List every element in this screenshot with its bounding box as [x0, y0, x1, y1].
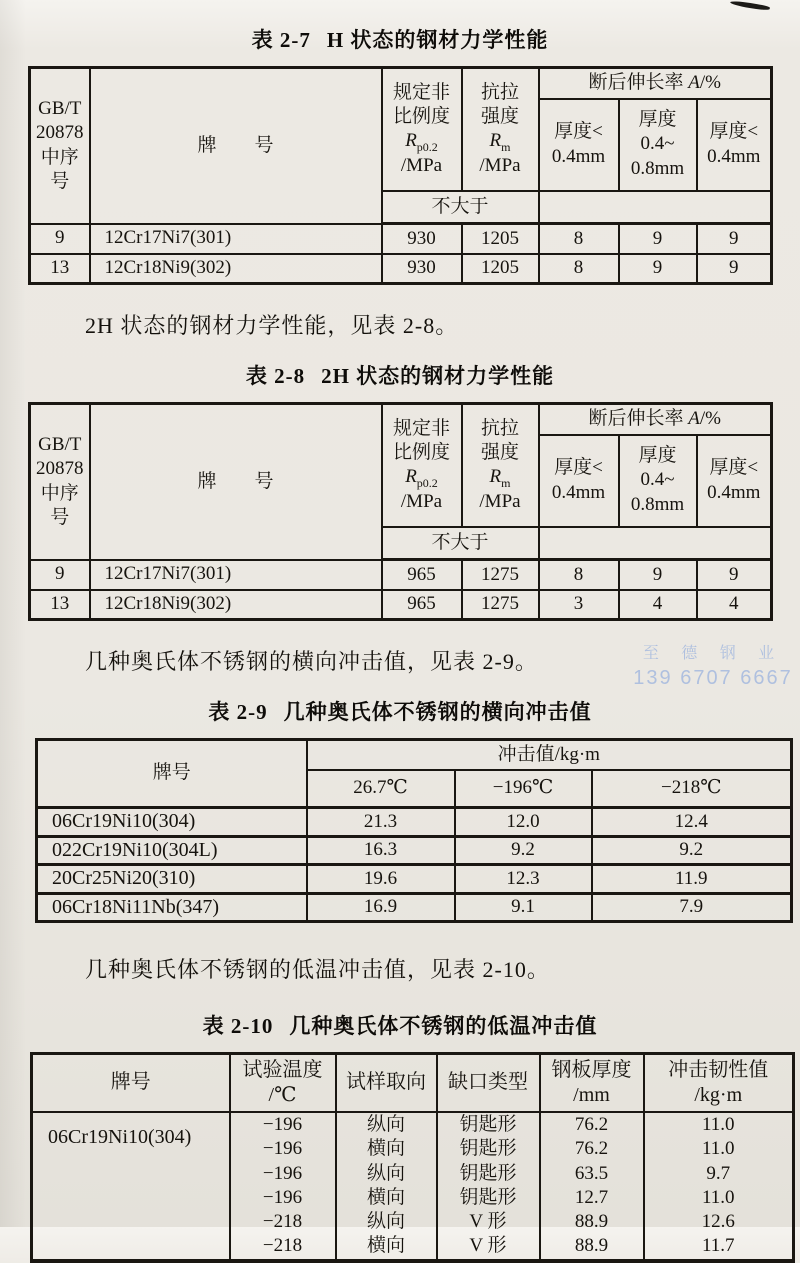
- header-cell-plate-thickness: 钢板厚度 /mm: [540, 1054, 644, 1112]
- table-2-10-caption-text: 几种奥氏体不锈钢的低温冲击值: [289, 1014, 598, 1039]
- header-cell-grade: 牌号: [32, 1054, 230, 1112]
- table-2-9: [35, 738, 793, 923]
- data-cell: V 形: [437, 1234, 540, 1260]
- symbol-rp02: R: [405, 466, 417, 488]
- data-cell: 9: [697, 224, 772, 254]
- header-cell-elongation: 断后伸长率 A/%: [539, 68, 772, 99]
- paragraph-ref-table-2-9: 几种奥氏体不锈钢的横向冲击值，见表 2-9。: [85, 649, 538, 674]
- watermark-company: 至 德 钢 业: [642, 645, 784, 662]
- data-cell: 88.9: [540, 1234, 644, 1260]
- data-cell: 9: [619, 560, 697, 590]
- data-cell: 16.9: [307, 893, 455, 922]
- data-cell: −196: [230, 1112, 336, 1137]
- header-cell-grade: 牌 号: [90, 68, 382, 224]
- header-cell-rp02: 规定非 比例度 $R_{p0.2}$ /MPa: [382, 68, 462, 191]
- data-cell: V 形: [437, 1210, 540, 1234]
- data-cell: 9.2: [592, 836, 792, 865]
- data-cell: 3: [539, 590, 619, 620]
- data-cell: 930: [382, 224, 462, 254]
- table-row: [32, 1112, 794, 1137]
- data-cell: 1205: [462, 224, 539, 254]
- data-cell: 12.3: [455, 865, 592, 894]
- header-cell-temp-3: −218℃: [592, 770, 792, 808]
- data-cell: −196: [230, 1137, 336, 1161]
- header-cell-impact-toughness: 冲击韧性值 /kg·m: [644, 1054, 794, 1112]
- data-cell: 4: [697, 590, 772, 620]
- header-cell-grade: 牌 号: [90, 404, 382, 560]
- table-row: [37, 893, 792, 922]
- data-cell: 06Cr19Ni10(304): [37, 808, 307, 837]
- data-cell: 纵向: [336, 1210, 437, 1234]
- header-cell-rp02: 规定非 比例度 $R_{p0.2}$ /MPa: [382, 404, 462, 527]
- header-cell-elongation: 断后伸长率 A/%: [539, 404, 772, 435]
- data-cell: 9: [30, 224, 90, 254]
- data-cell: −218: [230, 1210, 336, 1234]
- header-cell-seq: GB/T 20878 中序 号: [30, 404, 90, 560]
- data-cell: 8: [539, 560, 619, 590]
- data-cell: 纵向: [336, 1112, 437, 1137]
- paragraph-ref-table-2-8: 2H 状态的钢材力学性能，见表 2-8。: [85, 313, 459, 338]
- table-row: [37, 740, 792, 770]
- data-cell: 13: [30, 590, 90, 620]
- data-cell: 1275: [462, 590, 539, 620]
- data-cell: 76.2: [540, 1137, 644, 1161]
- header-cell-rm: 抗拉 强度 $R_m$ /MPa: [462, 68, 539, 191]
- header-cell-orientation: 试样取向: [336, 1054, 437, 1112]
- table-2-10-caption: [0, 1010, 800, 1040]
- data-cell: 11.0: [644, 1186, 794, 1210]
- header-cell-empty: [539, 527, 772, 560]
- data-cell: 13: [30, 254, 90, 284]
- table-row: [30, 68, 772, 99]
- table-2-9-caption-label: 表 2-9: [208, 700, 268, 724]
- table-row: [30, 590, 772, 620]
- table-2-7-caption: [0, 0, 800, 54]
- table-2-8: [28, 402, 773, 621]
- data-cell: 63.5: [540, 1162, 644, 1186]
- data-cell: 12.0: [455, 808, 592, 837]
- header-cell-not-greater-than: 不大于: [382, 191, 539, 224]
- data-cell: 4: [619, 590, 697, 620]
- header-cell-impact-group: 冲击值/kg·m: [307, 740, 792, 770]
- data-cell: 19.6: [307, 865, 455, 894]
- data-cell: 76.2: [540, 1112, 644, 1137]
- data-cell: 12Cr17Ni7(301): [90, 560, 382, 590]
- data-cell: 12.6: [644, 1210, 794, 1234]
- data-cell: 16.3: [307, 836, 455, 865]
- watermark: [628, 640, 798, 690]
- table-2-7: [28, 66, 773, 285]
- data-cell: 横向: [336, 1137, 437, 1161]
- header-cell-temp-1: 26.7℃: [307, 770, 455, 808]
- data-cell: 1205: [462, 254, 539, 284]
- header-cell-grade: 牌号: [37, 740, 307, 808]
- table-row: [30, 404, 772, 435]
- header-cell-thickness-2: 厚度 0.4~ 0.8mm: [619, 99, 697, 191]
- data-cell: 1275: [462, 560, 539, 590]
- data-cell: 06Cr18Ni11Nb(347): [37, 893, 307, 922]
- table-2-10-caption-label: 表 2-10: [202, 1014, 274, 1039]
- data-cell: 8: [539, 254, 619, 284]
- table-2-7-caption-label: 表 2-7: [251, 28, 311, 52]
- data-cell: 8: [539, 224, 619, 254]
- table-2-10: [30, 1052, 795, 1262]
- table-row: [30, 560, 772, 590]
- symbol-A: A: [688, 72, 700, 94]
- data-cell: 12Cr17Ni7(301): [90, 224, 382, 254]
- table-row: [30, 254, 772, 284]
- table-row: [32, 1054, 794, 1112]
- data-cell: 11.0: [644, 1112, 794, 1137]
- data-cell: 横向: [336, 1186, 437, 1210]
- data-cell: 930: [382, 254, 462, 284]
- data-cell: 横向: [336, 1234, 437, 1260]
- data-cell: −196: [230, 1162, 336, 1186]
- data-cell: 9: [619, 254, 697, 284]
- header-cell-seq: GB/T 20878 中序 号: [30, 68, 90, 224]
- data-cell: −196: [230, 1186, 336, 1210]
- data-cell: 022Cr19Ni10(304L): [37, 836, 307, 865]
- table-row: [30, 224, 772, 254]
- header-cell-thickness-2: 厚度 0.4~ 0.8mm: [619, 435, 697, 527]
- data-cell: 9: [697, 254, 772, 284]
- table-2-8-caption: [0, 360, 800, 390]
- header-cell-temp-2: −196℃: [455, 770, 592, 808]
- data-cell: 钥匙形: [437, 1186, 540, 1210]
- header-cell-not-greater-than: 不大于: [382, 527, 539, 560]
- header-cell-notch-type: 缺口类型: [437, 1054, 540, 1112]
- table-2-8-caption-text: 2H 状态的钢材力学性能: [321, 364, 555, 388]
- data-cell: 11.7: [644, 1234, 794, 1260]
- symbol-rm: R: [489, 466, 502, 488]
- header-cell-thickness-1: 厚度< 0.4mm: [539, 435, 619, 527]
- header-cell-test-temp: 试验温度 /℃: [230, 1054, 336, 1112]
- header-cell-thickness-1: 厚度< 0.4mm: [539, 99, 619, 191]
- data-cell: 12Cr18Ni9(302): [90, 590, 382, 620]
- paragraph-ref-table-2-10: 几种奥氏体不锈钢的低温冲击值，见表 2-10。: [85, 957, 550, 983]
- table-2-9-caption: [0, 696, 800, 726]
- table-row: [37, 808, 792, 837]
- data-cell: 9: [30, 560, 90, 590]
- data-cell: 11.0: [644, 1137, 794, 1161]
- data-cell: 9: [697, 560, 772, 590]
- data-cell: 88.9: [540, 1210, 644, 1234]
- symbol-rp02: R: [405, 130, 417, 152]
- table-row: [37, 865, 792, 894]
- data-cell: 965: [382, 560, 462, 590]
- data-cell: 9: [619, 224, 697, 254]
- data-cell: 12Cr18Ni9(302): [90, 254, 382, 284]
- data-cell: 11.9: [592, 865, 792, 894]
- symbol-rm: R: [489, 130, 502, 152]
- watermark-phone: 139 6707 6667: [633, 667, 793, 689]
- data-cell-grade: 06Cr19Ni10(304): [32, 1112, 230, 1261]
- data-cell: 12.7: [540, 1186, 644, 1210]
- data-cell: 7.9: [592, 893, 792, 922]
- data-cell: 钥匙形: [437, 1137, 540, 1161]
- data-cell: 钥匙形: [437, 1162, 540, 1186]
- data-cell: 9.1: [455, 893, 592, 922]
- data-cell: 9.7: [644, 1162, 794, 1186]
- table-2-8-caption-label: 表 2-8: [245, 364, 306, 388]
- table-2-9-caption-text: 几种奥氏体不锈钢的横向冲击值: [283, 700, 592, 724]
- table-2-7-caption-text: H 状态的钢材力学性能: [326, 28, 549, 52]
- data-cell: 21.3: [307, 808, 455, 837]
- data-cell: 纵向: [336, 1162, 437, 1186]
- header-cell-rm: 抗拉 强度 $R_m$ /MPa: [462, 404, 539, 527]
- data-cell: 9.2: [455, 836, 592, 865]
- data-cell: 12.4: [592, 808, 792, 837]
- data-cell: 965: [382, 590, 462, 620]
- data-cell: −218: [230, 1234, 336, 1260]
- header-cell-thickness-3: 厚度< 0.4mm: [697, 99, 772, 191]
- data-cell: 20Cr25Ni20(310): [37, 865, 307, 894]
- header-cell-empty: [539, 191, 772, 224]
- header-cell-thickness-3: 厚度< 0.4mm: [697, 435, 772, 527]
- symbol-A: A: [688, 408, 700, 430]
- data-cell: 钥匙形: [437, 1112, 540, 1137]
- table-row: [37, 836, 792, 865]
